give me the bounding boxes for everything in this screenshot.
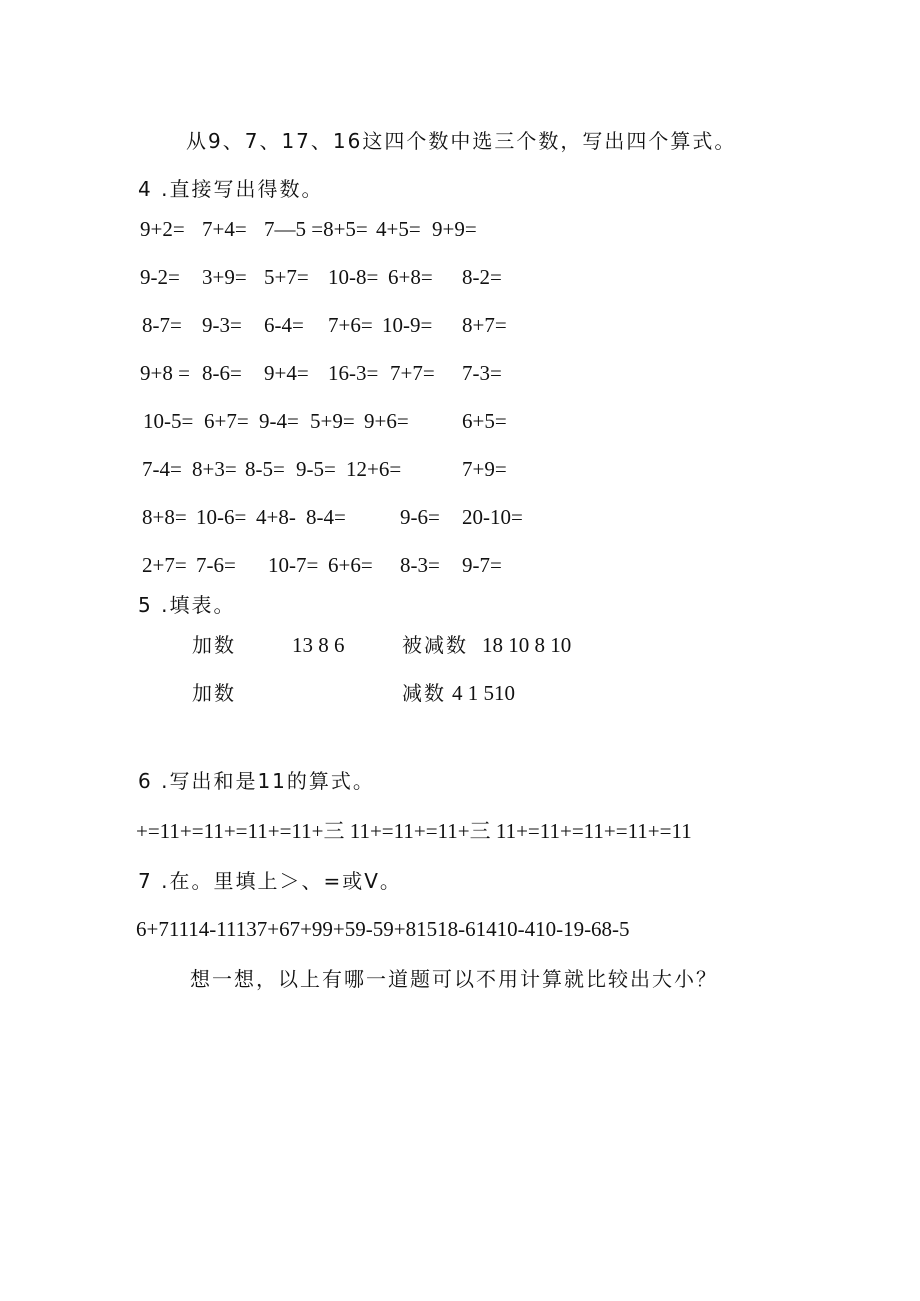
q4-item: 9-3= bbox=[202, 313, 242, 337]
q4-item: 3+9= bbox=[202, 265, 247, 289]
q4-item: 8-7= bbox=[142, 313, 182, 337]
q4-item: 9+4= bbox=[264, 361, 309, 385]
q4-item: 6+7= bbox=[204, 409, 249, 433]
q4-item: 8-6= bbox=[202, 361, 242, 385]
q4-item: 5+9= bbox=[310, 409, 355, 433]
q4-item: 7+7= bbox=[390, 361, 435, 385]
q4-item: 7-4= bbox=[142, 457, 182, 481]
q4-item: 9+9= bbox=[432, 217, 477, 241]
q7-comparisons: 6+71114-11137+67+99+59-59+81518-61410-410-19-68-5 bbox=[136, 917, 630, 941]
q4-item: 8-4= bbox=[306, 505, 346, 529]
q4-item: 8+8= bbox=[142, 505, 187, 529]
q5-row1-values-a: 13 8 6 bbox=[292, 633, 345, 657]
q7-title: 7 .在。里填上＞、=或V。 bbox=[138, 869, 402, 893]
q4-item: 6+5= bbox=[462, 409, 507, 433]
q4-item: 2+7= bbox=[142, 553, 187, 577]
q4-item: 5+7= bbox=[264, 265, 309, 289]
q4-item: 7+6= bbox=[328, 313, 373, 337]
q4-item: 7+4= bbox=[202, 217, 247, 241]
q4-item: 7-3= bbox=[462, 361, 502, 385]
q4-item: 7+9= bbox=[462, 457, 507, 481]
q4-item: 10-7= bbox=[268, 553, 319, 577]
q4-item: 8+3= bbox=[192, 457, 237, 481]
intro-text: 从9、7、17、16这四个数中选三个数，写出四个算式。 bbox=[186, 129, 737, 153]
q6-title: 6 .写出和是11的算式。 bbox=[138, 769, 375, 793]
q4-item: 16-3= bbox=[328, 361, 379, 385]
q4-item: 8-5= bbox=[245, 457, 285, 481]
q4-item: 4+5= bbox=[376, 217, 421, 241]
q4-item: 9+6= bbox=[364, 409, 409, 433]
q4-item: 10-5= bbox=[143, 409, 194, 433]
q4-item: 9-5= bbox=[296, 457, 336, 481]
q5-row1-values-b: 18 10 8 10 bbox=[482, 633, 572, 657]
q4-item: 9+8 = bbox=[140, 361, 190, 385]
q4-item: 7-6= bbox=[196, 553, 236, 577]
q4-item: 8-2= bbox=[462, 265, 502, 289]
q4-item: 9-7= bbox=[462, 553, 502, 577]
q5-title: 5 .填表。 bbox=[138, 593, 236, 617]
q4-item: 8+7= bbox=[462, 313, 507, 337]
q4-item: 9+2= bbox=[140, 217, 185, 241]
q5-row2-label-b: 减数 bbox=[402, 681, 446, 705]
q4-item: 9-2= bbox=[140, 265, 180, 289]
q4-item: 6-4= bbox=[264, 313, 304, 337]
q4-item: 10-9= bbox=[382, 313, 433, 337]
q4-item: 12+6= bbox=[346, 457, 402, 481]
q7-think-text: 想一想，以上有哪一道题可以不用计算就比较出大小？ bbox=[190, 967, 718, 991]
q4-item: 7—5 =8+5= bbox=[264, 217, 368, 241]
q4-item: 10-6= bbox=[196, 505, 247, 529]
q5-row2-label-a: 加数 bbox=[192, 681, 236, 705]
q4-item: 8-3= bbox=[400, 553, 440, 577]
q5-row2-values-b: 4 1 510 bbox=[452, 681, 515, 705]
q4-item: 9-6= bbox=[400, 505, 440, 529]
q5-row1-label-b: 被减数 bbox=[402, 633, 468, 657]
q5-row1-label-a: 加数 bbox=[192, 633, 236, 657]
q6-equations: +=11+=11+=11+=11+三 11+=11+=11+三 11+=11+=11+=11+=11 bbox=[136, 819, 692, 843]
q4-item: 6+6= bbox=[328, 553, 373, 577]
q4-item: 9-4= bbox=[259, 409, 299, 433]
q4-item: 20-10= bbox=[462, 505, 523, 529]
q4-item: 6+8= bbox=[388, 265, 433, 289]
q4-item: 10-8= bbox=[328, 265, 379, 289]
q4-title: 4 .直接写出得数。 bbox=[138, 177, 324, 201]
q4-item: 4+8- bbox=[256, 505, 296, 529]
